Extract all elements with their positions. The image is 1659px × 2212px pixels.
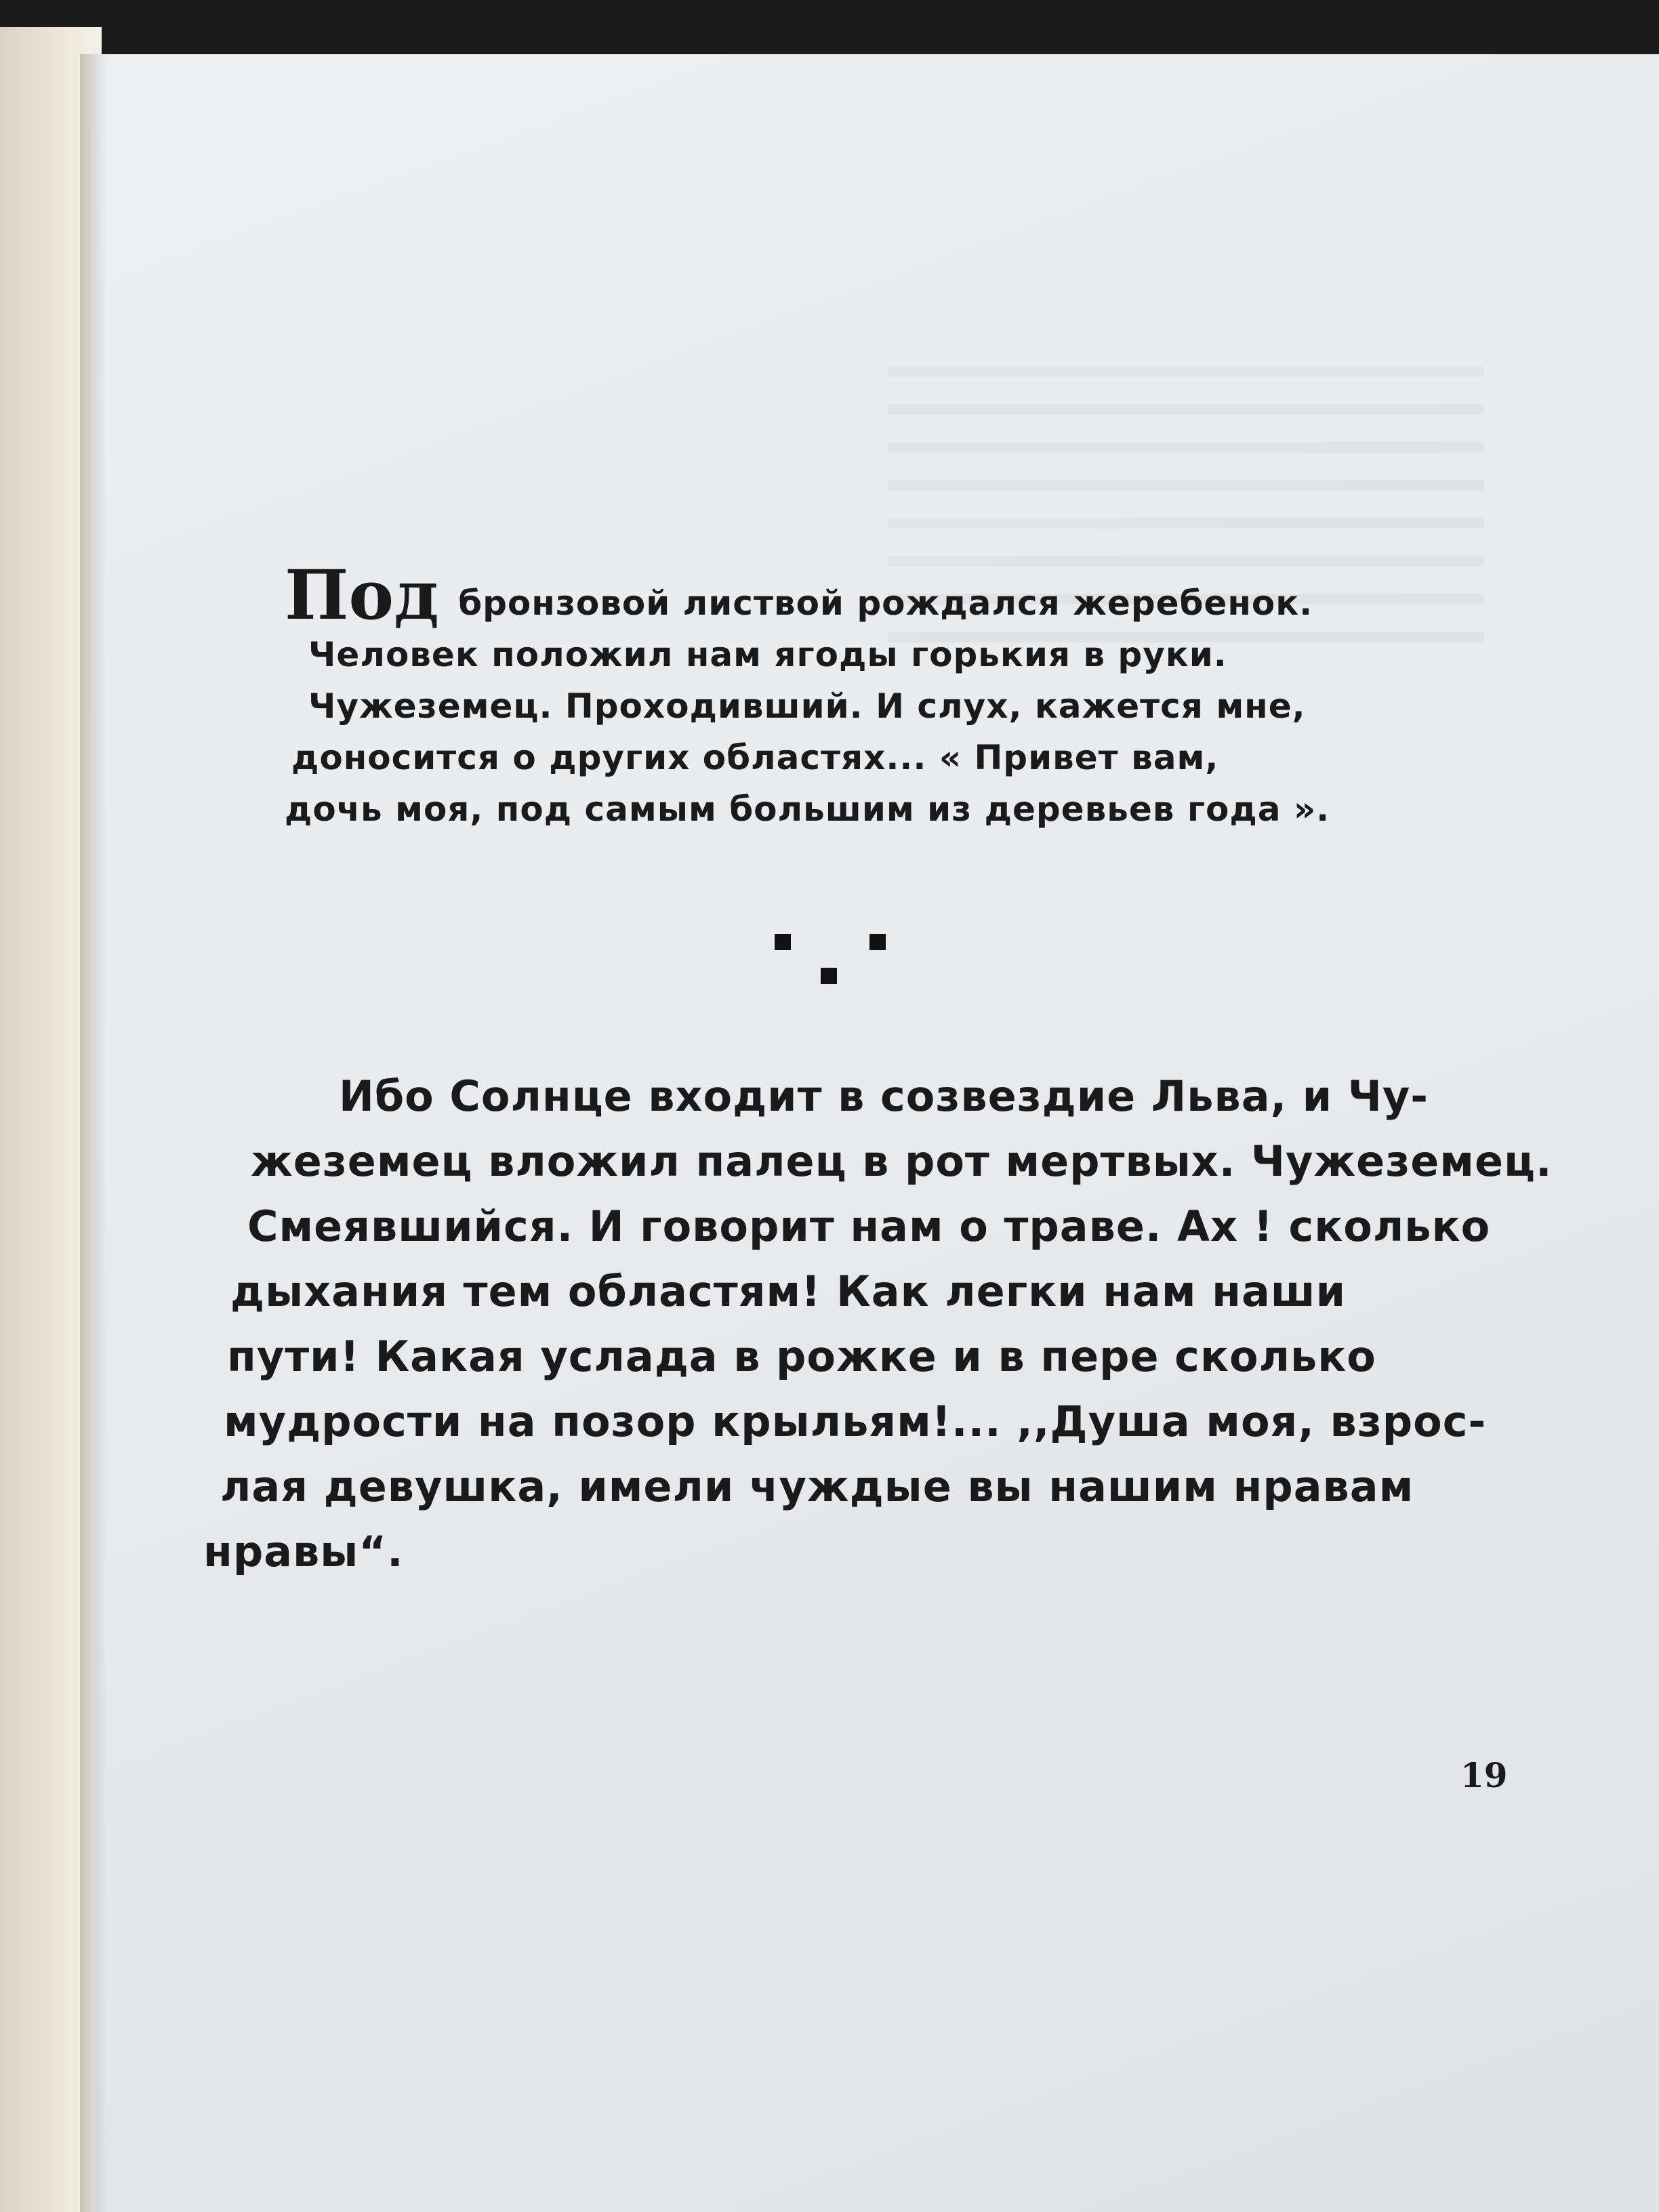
stanza-2-line-3: Смеявшийся. И говорит нам о траве. Ах ! сколько (247, 1202, 1491, 1251)
stanza-1-line-2: Человек положил нам ягоды горькия в руки. (308, 635, 1227, 674)
page-number: 19 (1460, 1755, 1508, 1795)
stanza-1-line-1 (285, 555, 1369, 635)
ornament-dot-bottom (821, 968, 837, 984)
stanza-2-line-1: Ибо Солнце входит в созвездие Льва, и Чу- (339, 1071, 1429, 1121)
ornament-dot-left (775, 934, 791, 950)
stanza-1 (285, 555, 1369, 835)
stanza-2-line-4: дыхания тем областям! Как легки нам наши (230, 1267, 1347, 1316)
stanza-2-line-7: лая девушка, имели чуждые вы нашим нравам (220, 1462, 1414, 1511)
ornament-dot-right (869, 934, 886, 950)
stanza-2-line-6: мудрости на позор крыльям!... ,,Душа моя, взрос- (224, 1397, 1487, 1446)
book-gutter-shadow (80, 54, 107, 2212)
drop-cap: Под (285, 555, 439, 635)
stanza-2-line-5: пути! Какая услада в рожке и в пере сколько (227, 1332, 1376, 1381)
three-dot-ornament (769, 928, 891, 996)
stanza-2-line-8: нравы“. (203, 1527, 404, 1576)
stanza-1-line-5: дочь моя, под самым большим из деревьев года ». (285, 790, 1330, 829)
stanza-2 (203, 1064, 1553, 1584)
stanza-1-line-3: Чужеземец. Проходивший. И слух, кажется мне, (308, 687, 1306, 726)
stanza-1-line-4: доносится о других областях... « Привет вам, (291, 738, 1219, 777)
stanza-1-line-1-text: бронзовой листвой рождался жеребенок. (458, 583, 1313, 623)
stanza-2-line-2: жеземец вложил палец в рот мертвых. Чужеземец. (251, 1136, 1553, 1186)
